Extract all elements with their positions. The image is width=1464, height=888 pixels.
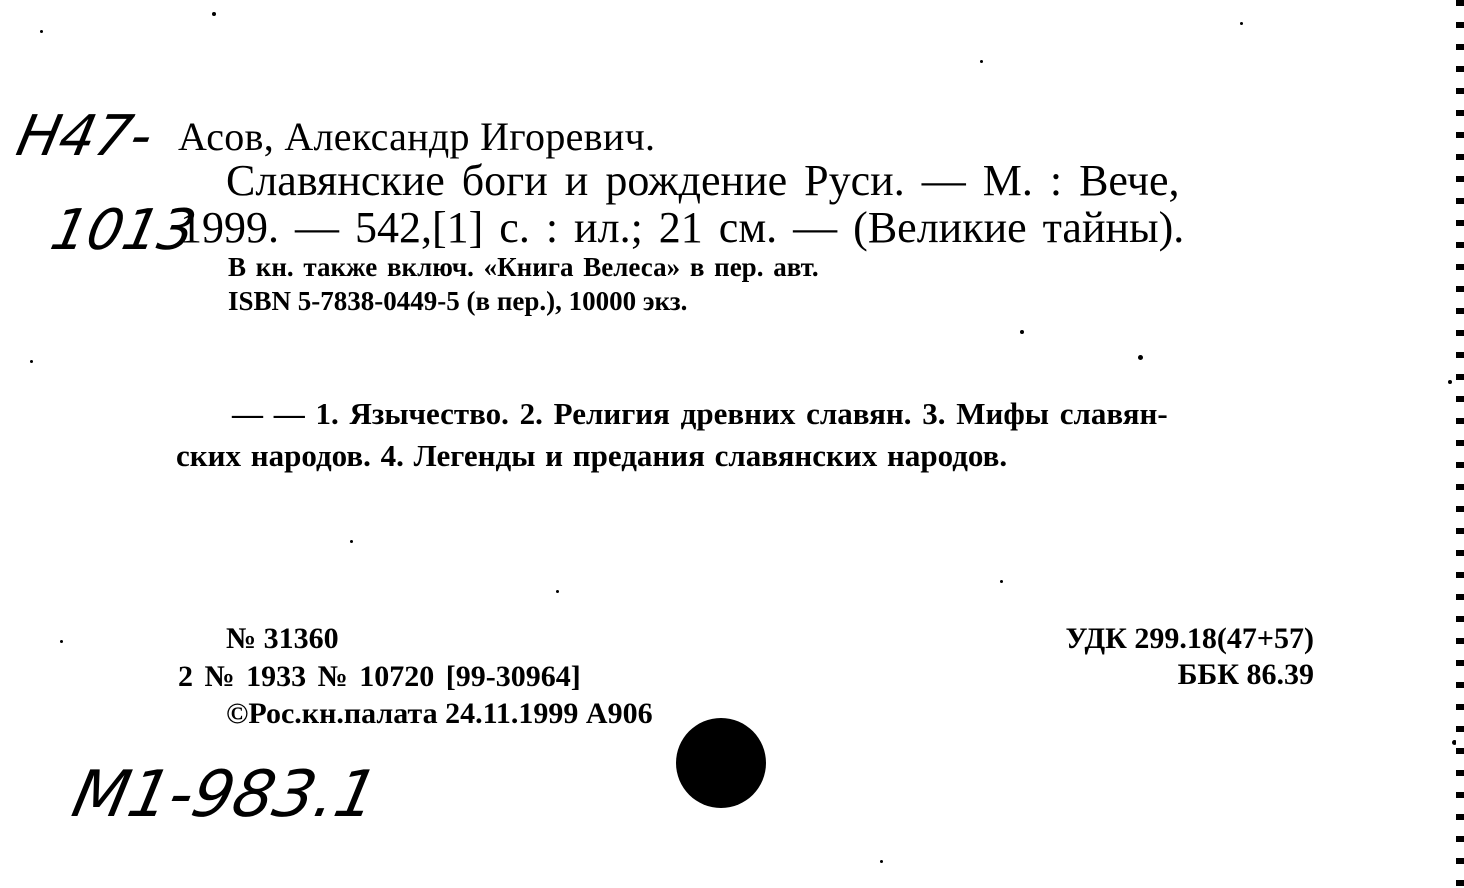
subject-headings-line-2: ских народов. 4. Легенды и предания славянских народов. bbox=[176, 438, 1008, 473]
subject-headings-line-1: — — 1. Язычество. 2. Религия древних славян. 3. Мифы славян- bbox=[232, 396, 1168, 431]
scan-speck bbox=[350, 540, 353, 543]
scan-speck bbox=[1000, 580, 1003, 583]
scan-speck bbox=[1138, 355, 1143, 360]
bbk-classification: ББК 86.39 bbox=[1177, 658, 1314, 691]
card-edge-shadow bbox=[1456, 0, 1464, 888]
record-number-2: 2 № 1933 № 10720 [99-30964] bbox=[178, 660, 581, 693]
scan-speck bbox=[1020, 330, 1024, 334]
scan-speck bbox=[1240, 22, 1243, 25]
scan-speck bbox=[556, 590, 559, 593]
title-statement: Славянские боги и рождение Руси. — М. : Вече, bbox=[226, 156, 1180, 205]
record-number-1: № 31360 bbox=[226, 622, 339, 655]
isbn-line: ISBN 5-7838-0449-5 (в пер.), 10000 экз. bbox=[228, 286, 688, 316]
contents-note: В кн. также включ. «Книга Велеса» в пер. авт. bbox=[228, 252, 819, 282]
card-punch-hole bbox=[676, 718, 766, 808]
scan-speck bbox=[880, 860, 883, 863]
scan-speck bbox=[1448, 380, 1452, 384]
scan-speck bbox=[212, 12, 216, 16]
handwritten-code-bottom: М1-983.1 bbox=[66, 758, 385, 832]
scan-speck bbox=[40, 30, 43, 33]
handwritten-code-top: Н47- bbox=[11, 104, 159, 169]
scan-speck bbox=[60, 640, 63, 643]
handwritten-code-mid: 1013 bbox=[45, 198, 202, 263]
publication-details: 1999. — 542,[1] с. : ил.; 21 см. — (Великие тайны). bbox=[180, 203, 1185, 252]
scan-speck bbox=[980, 60, 983, 63]
scan-speck bbox=[30, 360, 33, 363]
copyright-line: ©Рос.кн.палата 24.11.1999 А906 bbox=[226, 697, 653, 730]
udk-classification: УДК 299.18(47+57) bbox=[1065, 622, 1314, 655]
author-heading: Асов, Александр Игоревич. bbox=[178, 114, 656, 159]
